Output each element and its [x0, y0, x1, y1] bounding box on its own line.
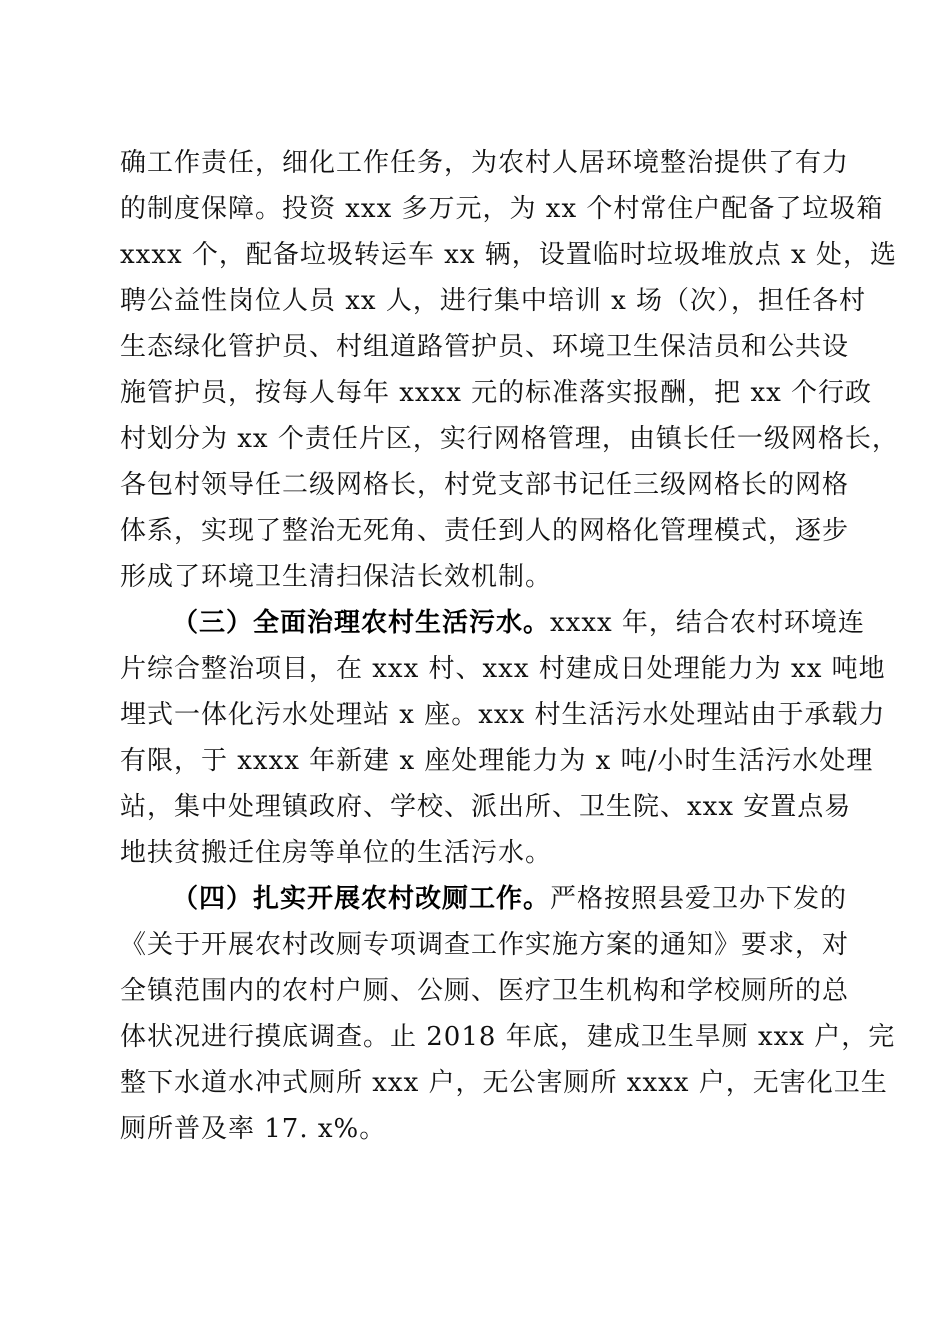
text-line: 埋式一体化污水处理站 x 座。xxx 村生活污水处理站由于承载力	[120, 700, 886, 730]
text-run: xxxx 年，结合农村环境连	[550, 608, 865, 638]
text-line: 聘公益性岗位人员 xx 人，进行集中培训 x 场（次），担任各村	[120, 286, 867, 316]
text-line: 体状况进行摸底调查。止 2018 年底，建成卫生旱厕 xxx 户，完	[120, 1022, 896, 1052]
text-line: 体系，实现了整治无死角、责任到人的网格化管理模式，逐步	[120, 516, 850, 546]
text-line: 地扶贫搬迁住房等单位的生活污水。	[120, 838, 553, 868]
text-line: 各包村领导任二级网格长，村党支部书记任三级网格长的网格	[120, 470, 850, 500]
text-line: xxxx 个，配备垃圾转运车 xx 辆，设置临时垃圾堆放点 x 处，选	[120, 240, 897, 270]
text-line	[120, 876, 848, 922]
section-heading-toilet: （四）扎实开展农村改厕工作。	[172, 884, 551, 914]
text-line: 确工作责任，细化工作任务，为农村人居环境整治提供了有力	[120, 148, 850, 178]
text-line: 全镇范围内的农村户厕、公厕、医疗卫生机构和学校厕所的总	[120, 976, 850, 1006]
text-line: 片综合整治项目，在 xxx 村、xxx 村建成日处理能力为 xx 吨地	[120, 654, 886, 684]
text-line: 施管护员，按每人每年 xxxx 元的标准落实报酬，把 xx 个行政	[120, 378, 873, 408]
text-line: 生态绿化管护员、村组道路管护员、环境卫生保洁员和公共设	[120, 332, 850, 362]
document-body	[120, 140, 899, 1152]
text-line	[120, 600, 865, 646]
paragraph-sanitation-staffing	[120, 140, 899, 600]
text-line: 整下水道水冲式厕所 xxx 户，无公害厕所 xxxx 户，无害化卫生	[120, 1068, 888, 1098]
text-line: 的制度保障。投资 xxx 多万元，为 xx 个村常住户配备了垃圾箱	[120, 194, 884, 224]
text-run: 严格按照县爱卫办下发的	[550, 884, 848, 914]
text-line: 有限，于 xxxx 年新建 x 座处理能力为 x 吨/小时生活污水处理	[120, 746, 874, 776]
text-line: 村划分为 xx 个责任片区，实行网格管理，由镇长任一级网格长，	[120, 424, 899, 454]
section-heading-sewage: （三）全面治理农村生活污水。	[172, 608, 551, 638]
text-line: 站，集中处理镇政府、学校、派出所、卫生院、xxx 安置点易	[120, 792, 852, 822]
text-line: 厕所普及率 17. x%。	[120, 1114, 387, 1144]
paragraph-toilet-renovation	[120, 876, 896, 1152]
text-line: 形成了环境卫生清扫保洁长效机制。	[120, 562, 553, 592]
text-line: 《关于开展农村改厕专项调查工作实施方案的通知》要求，对	[120, 930, 850, 960]
paragraph-sewage-treatment	[120, 600, 886, 876]
